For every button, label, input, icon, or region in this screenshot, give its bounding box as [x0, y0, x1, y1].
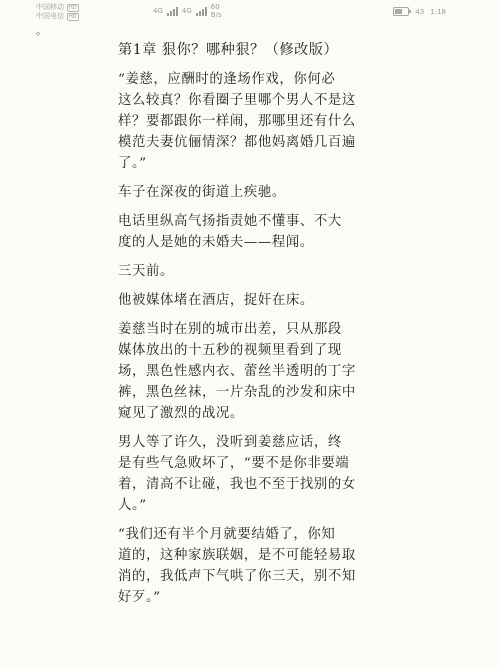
text-line: “我们还有半个月就要结婚了，你知 [118, 527, 336, 542]
text-line: 这么较真？你看圈子里哪个男人不是这 [118, 93, 356, 108]
text-line: 好歹。” [118, 590, 161, 605]
text-line: 电话里纵高气扬指责她不懂事、不大 [118, 214, 342, 229]
chapter-content [118, 40, 378, 608]
paragraph [118, 69, 378, 174]
paragraph [118, 211, 378, 253]
chapter-title: 第1章 狠你？哪种狠？（修改版） [118, 42, 339, 58]
paragraph [118, 290, 378, 311]
network-indicators [153, 3, 222, 19]
chapter-paragraphs [118, 61, 378, 608]
text-line: 是有些气急败坏了，“要不是你非要端 [118, 456, 350, 471]
network-speed [211, 3, 222, 19]
text-line: 他被媒体堵在酒店，捉奸在床。 [118, 293, 314, 308]
network-2-type: 4G [181, 7, 192, 15]
clock: 1:18 [430, 7, 446, 16]
speed-unit: B/s [210, 11, 222, 19]
text-line: 样？要都跟你一样闹，那哪里还有什么 [118, 114, 356, 129]
status-right [393, 7, 446, 16]
network-1-type: 4G [153, 7, 163, 15]
carrier-2-name: 中国电信 [36, 12, 64, 20]
text-line: 窥见了激烈的战况。 [118, 406, 244, 421]
carrier-1-name: 中国移动 [36, 3, 64, 11]
paragraph [118, 432, 378, 516]
text-line: 着，清高不让碰，我也不至于找别的女 [118, 477, 356, 492]
text-line: 媒体放出的十五秒的视频里看到了现 [118, 343, 342, 358]
text-line: 男人等了许久，没听到姜慈应话，终 [118, 435, 342, 450]
text-line: 道的，这种家族联姻，是不可能轻易取 [118, 548, 356, 563]
speed-value: 60 [210, 3, 220, 11]
battery-icon [393, 7, 409, 16]
text-line: 消的，我低声下气哄了你三天，别不知 [118, 569, 356, 584]
paragraph [118, 319, 378, 424]
carrier-2-hd-badge: HD [69, 13, 77, 20]
text-line: 度的人是她的未婚夫——程闻。 [118, 235, 314, 250]
carrier-1-hd-badge: HD [69, 4, 77, 11]
text-line: 场，黑色性感内衣、蕾丝半透明的丁字 [118, 364, 356, 379]
paragraph [118, 524, 378, 608]
text-line: 三天前。 [118, 264, 174, 279]
text-line: 姜慈当时在别的城市出差，只从那段 [118, 322, 342, 337]
text-line: 裤，黑色丝袜，一片杂乱的沙发和床中 [118, 385, 356, 400]
text-line: 人。” [118, 498, 147, 513]
signal-icon [167, 6, 178, 16]
carrier-info [36, 3, 79, 21]
status-bar [0, 0, 500, 26]
text-line: 车子在深夜的街道上疾驰。 [118, 185, 286, 200]
signal-icon [196, 6, 207, 16]
text-line: 模范夫妻伉俪情深？都他妈离婚几百遍 [118, 135, 356, 150]
battery-percent: 43 [415, 7, 425, 16]
text-line: “姜慈，应酬时的逢场作戏，你何必 [118, 72, 336, 87]
previous-page-leftover: 。 [36, 24, 47, 37]
paragraph [118, 261, 378, 282]
text-line: 了。” [118, 156, 147, 171]
paragraph [118, 182, 378, 203]
